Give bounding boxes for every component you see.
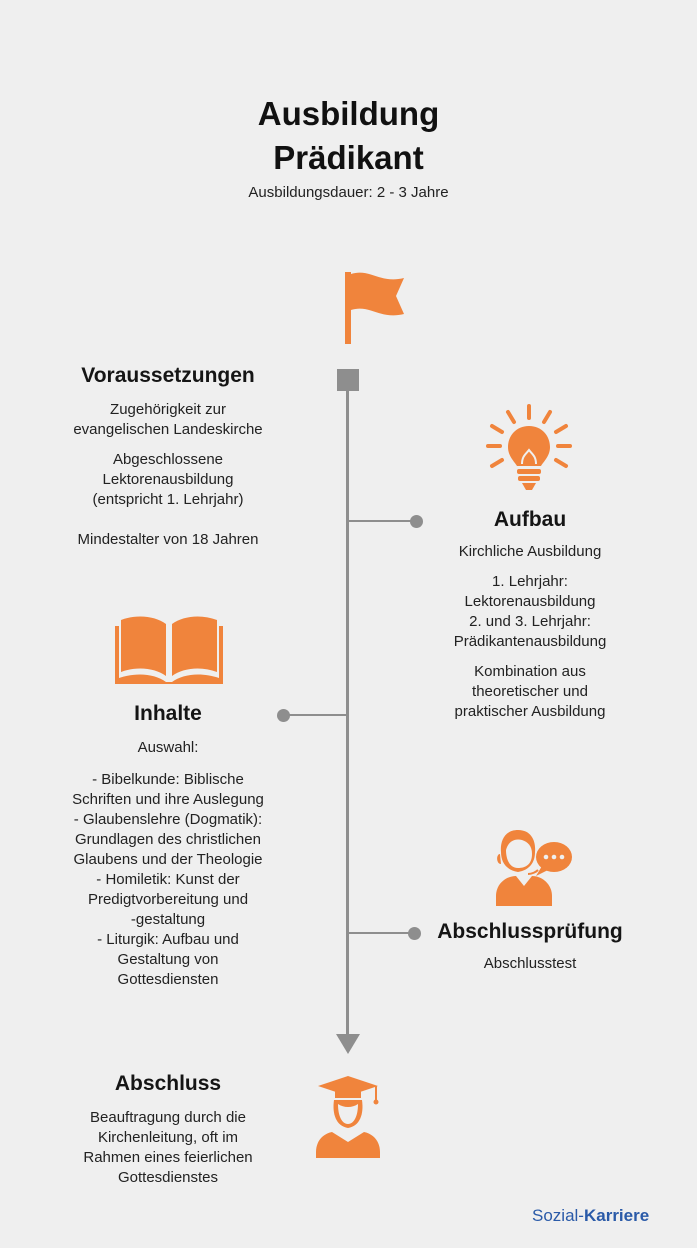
aufbau-line: Prädikantenausbildung: [453, 633, 607, 650]
inhalte-line: - Glaubenslehre (Dogmatik):: [73, 811, 263, 828]
voraussetzungen-item-3: [48, 530, 288, 550]
timeline-arrow-head: [336, 1034, 360, 1054]
abschlusspruefung-line: Abschlusstest: [483, 955, 577, 972]
voraussetzungen-line: Lektorenausbildung: [102, 471, 234, 488]
page-subtitle: Ausbildungsdauer: 2 - 3 Jahre: [248, 184, 449, 201]
aufbau-item-3: [430, 662, 630, 722]
open-book-icon: [115, 612, 223, 688]
person-speech-bubble-icon: [492, 824, 574, 908]
page-title: [0, 92, 697, 180]
lightbulb-icon: [486, 404, 572, 494]
inhalte-item-1: [48, 738, 288, 758]
inhalte-line: Gottesdiensten: [117, 971, 219, 988]
title-line-1: Ausbildung: [257, 95, 440, 132]
inhalte-line: - Homiletik: Kunst der: [96, 871, 240, 888]
voraussetzungen-line: Mindestalter von 18 Jahren: [77, 531, 259, 548]
inhalte-line: Schriften und ihre Auslegung: [72, 791, 264, 808]
inhalte-line: -gestaltung: [130, 911, 206, 928]
abschluss-line: Beauftragung durch die: [90, 1109, 246, 1126]
inhalte-line: - Liturgik: Aufbau und: [97, 931, 239, 948]
abschluss-item-1: [48, 1108, 288, 1188]
aufbau-line: Lektorenausbildung: [464, 593, 596, 610]
aufbau-line: Kirchliche Ausbildung: [458, 543, 602, 560]
brand-part-2: Karriere: [583, 1206, 650, 1225]
branch-dot-abschlusspruefung: [408, 927, 421, 940]
inhalte-line: Auswahl:: [137, 739, 199, 756]
branch-inhalte: [282, 714, 346, 716]
branch-aufbau: [349, 520, 415, 522]
aufbau-line: 2. und 3. Lehrjahr:: [469, 613, 591, 630]
section-abschluss: [48, 1072, 288, 1188]
inhalte-line: Glaubens und der Theologie: [73, 851, 263, 868]
brand-part-1: Sozial-: [532, 1206, 584, 1225]
timeline-line: [346, 380, 349, 1040]
section-abschlusspruefung: [428, 920, 632, 974]
aufbau-line: praktischer Ausbildung: [454, 703, 606, 720]
voraussetzungen-heading: Voraussetzungen: [81, 364, 255, 387]
inhalte-line: Predigtvorbereitung und: [87, 891, 249, 908]
abschluss-line: Kirchenleitung, oft im: [97, 1129, 239, 1146]
inhalte-item-2: [48, 770, 288, 990]
aufbau-heading: Aufbau: [493, 508, 567, 531]
branch-dot-aufbau: [410, 515, 423, 528]
aufbau-line: Kombination aus: [474, 663, 586, 680]
graduate-icon: [312, 1074, 384, 1160]
abschluss-line: Rahmen eines feierlichen: [83, 1149, 253, 1166]
branch-abschlusspruefung: [349, 932, 413, 934]
aufbau-item-2: [430, 572, 630, 652]
voraussetzungen-line: Abgeschlossene: [112, 451, 224, 468]
inhalte-line: Grundlagen des christlichen: [75, 831, 261, 848]
inhalte-heading: Inhalte: [134, 702, 202, 725]
voraussetzungen-line: (entspricht 1. Lehrjahr): [92, 491, 244, 508]
inhalte-line: - Bibelkunde: Biblische: [92, 771, 244, 788]
voraussetzungen-item-2: [48, 450, 288, 510]
abschluss-line: Gottesdienstes: [117, 1169, 219, 1186]
abschlusspruefung-item-1: [428, 954, 632, 974]
section-aufbau: [430, 508, 630, 722]
aufbau-item-1: [430, 542, 630, 562]
section-inhalte: [48, 702, 288, 990]
voraussetzungen-item-1: [48, 400, 288, 440]
aufbau-line: 1. Lehrjahr:: [492, 573, 568, 590]
abschlusspruefung-heading: Abschlussprüfung: [437, 920, 623, 943]
abschluss-heading: Abschluss: [114, 1072, 222, 1095]
voraussetzungen-line: evangelischen Landeskirche: [73, 421, 263, 438]
inhalte-line: Gestaltung von: [117, 951, 219, 968]
aufbau-line: theoretischer und: [472, 683, 588, 700]
flag-icon: [340, 270, 410, 346]
section-voraussetzungen: [48, 364, 288, 550]
title-line-2: Prädikant: [273, 139, 424, 176]
brand-logo: [532, 1206, 649, 1226]
voraussetzungen-line: Zugehörigkeit zur: [110, 401, 226, 418]
